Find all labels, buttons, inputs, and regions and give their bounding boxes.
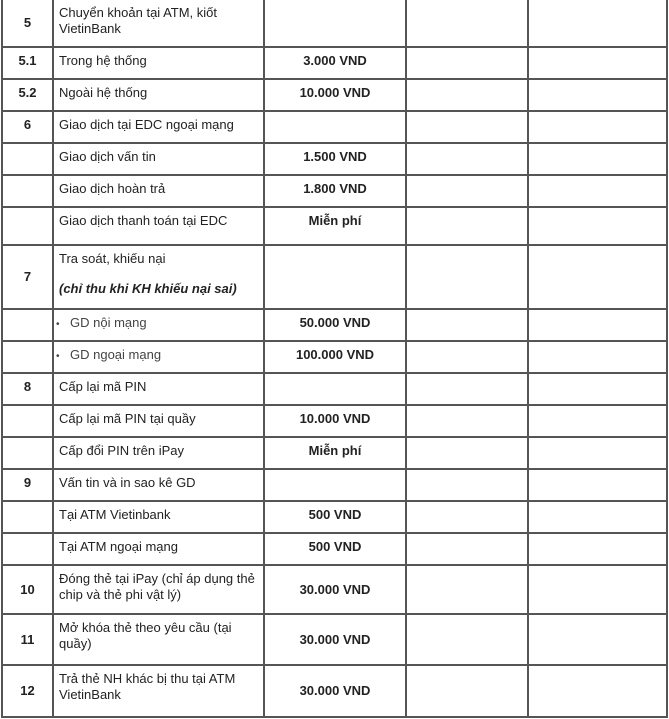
- table-row: [2, 309, 667, 341]
- empty-cell: [528, 207, 667, 245]
- table-row: [2, 665, 667, 717]
- row-number: [2, 175, 53, 207]
- row-fee: 10.000 VND: [264, 405, 406, 437]
- row-description: [53, 309, 264, 341]
- description-text: Giao dịch tại EDC ngoại mạng: [59, 117, 234, 132]
- row-fee: Miễn phí: [264, 207, 406, 245]
- description-text: GD ngoại mạng: [70, 347, 162, 362]
- row-description: [53, 501, 264, 533]
- row-number: 8: [2, 373, 53, 405]
- empty-cell: [528, 47, 667, 79]
- table-row: [2, 373, 667, 405]
- description-text: Tra soát, khiếu nại: [59, 251, 166, 266]
- description-text: Vấn tin và in sao kê GD: [59, 475, 196, 490]
- row-description: [53, 437, 264, 469]
- table-row: [2, 245, 667, 309]
- description-text: Trả thẻ NH khác bị thu tại ATM VietinBank: [59, 671, 236, 702]
- row-number: 5.2: [2, 79, 53, 111]
- empty-cell: [528, 79, 667, 111]
- row-description: [53, 207, 264, 245]
- row-number: 12: [2, 665, 53, 717]
- description-text: Tại ATM Vietinbank: [59, 507, 171, 522]
- empty-cell: [528, 614, 667, 665]
- empty-cell: [406, 79, 528, 111]
- row-number: [2, 437, 53, 469]
- description-text: Chuyển khoản tại ATM, kiốt VietinBank: [59, 5, 218, 36]
- row-number: 11: [2, 614, 53, 665]
- empty-cell: [406, 665, 528, 717]
- empty-cell: [406, 501, 528, 533]
- empty-cell: [406, 405, 528, 437]
- row-fee: 500 VND: [264, 533, 406, 565]
- empty-cell: [406, 469, 528, 501]
- row-description: [53, 143, 264, 175]
- row-number: [2, 405, 53, 437]
- empty-cell: [528, 0, 667, 47]
- row-description: [53, 0, 264, 47]
- empty-cell: [528, 373, 667, 405]
- row-fee: 30.000 VND: [264, 665, 406, 717]
- table-row: [2, 0, 667, 47]
- row-description: [53, 665, 264, 717]
- row-description: [53, 47, 264, 79]
- empty-cell: [406, 341, 528, 373]
- description-text: Mở khóa thẻ theo yêu cầu (tại quầy): [59, 620, 232, 651]
- row-description: [53, 175, 264, 207]
- empty-cell: [528, 437, 667, 469]
- table-row: [2, 437, 667, 469]
- description-text: Tại ATM ngoại mạng: [59, 539, 178, 554]
- empty-cell: [528, 665, 667, 717]
- empty-cell: [406, 533, 528, 565]
- row-number: 7: [2, 245, 53, 309]
- row-number: 5.1: [2, 47, 53, 79]
- table-row: [2, 341, 667, 373]
- empty-cell: [528, 565, 667, 614]
- row-number: [2, 501, 53, 533]
- description-text: Cấp đổi PIN trên iPay: [59, 443, 185, 458]
- row-fee: 30.000 VND: [264, 614, 406, 665]
- row-number: [2, 533, 53, 565]
- row-description: [53, 469, 264, 501]
- row-description: [53, 565, 264, 614]
- row-fee: 50.000 VND: [264, 309, 406, 341]
- empty-cell: [528, 501, 667, 533]
- row-number: [2, 309, 53, 341]
- empty-cell: [406, 175, 528, 207]
- table-row: [2, 501, 667, 533]
- row-number: [2, 341, 53, 373]
- row-fee: [264, 0, 406, 47]
- empty-cell: [528, 309, 667, 341]
- row-fee: 100.000 VND: [264, 341, 406, 373]
- row-fee: Miễn phí: [264, 437, 406, 469]
- row-fee: 10.000 VND: [264, 79, 406, 111]
- row-number: 9: [2, 469, 53, 501]
- row-fee: [264, 373, 406, 405]
- table-row: [2, 533, 667, 565]
- row-fee: 500 VND: [264, 501, 406, 533]
- row-fee: 30.000 VND: [264, 565, 406, 614]
- empty-cell: [528, 111, 667, 143]
- empty-cell: [406, 614, 528, 665]
- row-description: [53, 405, 264, 437]
- row-fee: [264, 469, 406, 501]
- row-description: [53, 341, 264, 373]
- empty-cell: [528, 245, 667, 309]
- row-number: 10: [2, 565, 53, 614]
- bullet-icon: •: [56, 351, 60, 362]
- empty-cell: [528, 175, 667, 207]
- empty-cell: [406, 207, 528, 245]
- description-text: Ngoài hệ thống: [59, 85, 148, 100]
- empty-cell: [406, 111, 528, 143]
- table-row: [2, 111, 667, 143]
- row-description: [53, 111, 264, 143]
- row-fee: 3.000 VND: [264, 47, 406, 79]
- description-text: Cấp lại mã PIN: [59, 379, 147, 394]
- empty-cell: [406, 0, 528, 47]
- row-description: [53, 614, 264, 665]
- table-row: [2, 614, 667, 665]
- row-description: [53, 373, 264, 405]
- description-text: GD nội mạng: [70, 315, 147, 330]
- table-row: [2, 79, 667, 111]
- row-description: [53, 245, 264, 309]
- row-fee: 1.500 VND: [264, 143, 406, 175]
- empty-cell: [406, 47, 528, 79]
- row-fee: [264, 111, 406, 143]
- row-fee: 1.800 VND: [264, 175, 406, 207]
- empty-cell: [406, 309, 528, 341]
- empty-cell: [528, 341, 667, 373]
- row-number: 6: [2, 111, 53, 143]
- empty-cell: [406, 245, 528, 309]
- description-text: Giao dịch vấn tin: [59, 149, 156, 164]
- table-row: [2, 143, 667, 175]
- table-row: [2, 405, 667, 437]
- fee-table: [1, 0, 668, 718]
- table-row: [2, 469, 667, 501]
- empty-cell: [528, 533, 667, 565]
- description-note: (chỉ thu khi KH khiếu nại sai): [59, 281, 237, 296]
- row-number: 5: [2, 0, 53, 47]
- row-description: [53, 533, 264, 565]
- empty-cell: [406, 437, 528, 469]
- table-row: [2, 565, 667, 614]
- empty-cell: [406, 373, 528, 405]
- description-text: Cấp lại mã PIN tại quầy: [59, 411, 196, 426]
- row-description: [53, 79, 264, 111]
- row-fee: [264, 245, 406, 309]
- bullet-icon: •: [56, 319, 60, 330]
- table-row: [2, 47, 667, 79]
- empty-cell: [528, 469, 667, 501]
- row-number: [2, 207, 53, 245]
- empty-cell: [528, 143, 667, 175]
- description-text: Giao dịch thanh toán tại EDC: [59, 213, 228, 228]
- description-text: Giao dịch hoàn trả: [59, 181, 166, 196]
- table-row: [2, 207, 667, 245]
- empty-cell: [528, 405, 667, 437]
- description-text: Trong hệ thống: [59, 53, 147, 68]
- empty-cell: [406, 565, 528, 614]
- table-row: [2, 175, 667, 207]
- row-number: [2, 143, 53, 175]
- description-text: Đóng thẻ tại iPay (chỉ áp dụng thẻ chip và thẻ phi vật lý): [59, 571, 255, 602]
- empty-cell: [406, 143, 528, 175]
